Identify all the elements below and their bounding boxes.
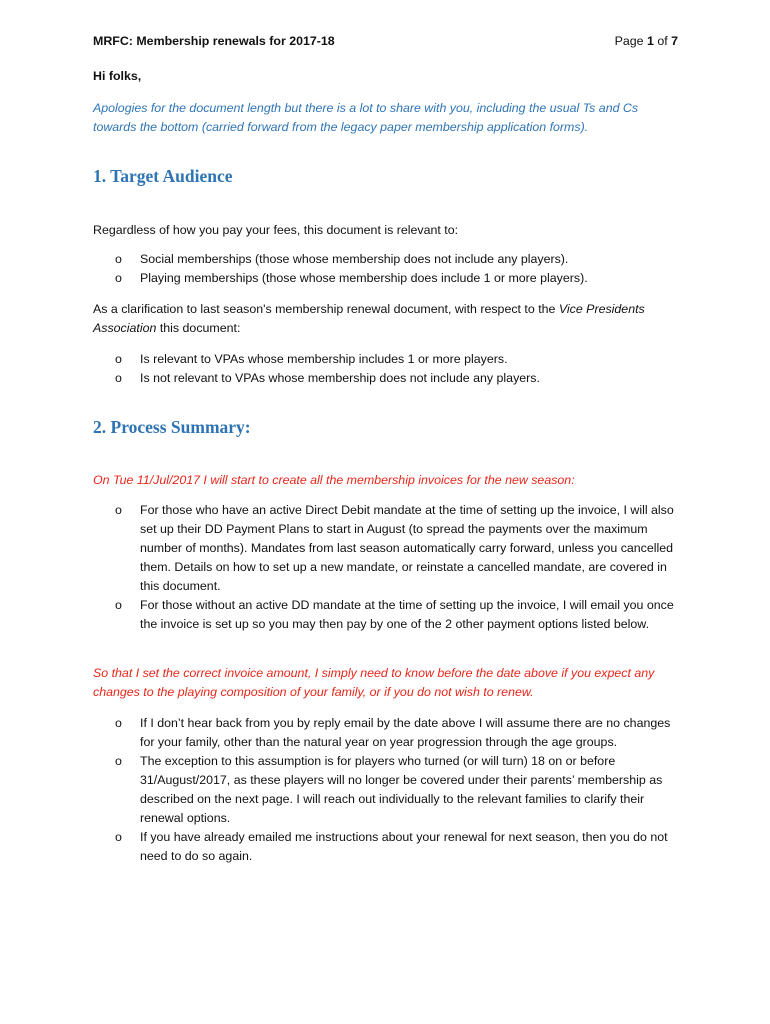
list-item (93, 714, 678, 752)
list-item (93, 269, 678, 288)
list-item-text: The exception to this assumption is for players who turned (or will turn) 18 on or before 31/August/2017, as these players will no longer be covered under their parents’ membership as described on the next page. I will reach out individually to the relevant families to clarify their renewal options. (140, 754, 663, 825)
bullet-mark: o (115, 503, 122, 517)
bullet-mark: o (115, 371, 122, 385)
list-item-text: Is relevant to VPAs whose membership includes 1 or more players. (140, 352, 508, 366)
section1-list (93, 250, 678, 288)
section2-list (93, 501, 678, 634)
list-item (93, 350, 678, 369)
list-item-text: For those without an active DD mandate at the time of setting up the invoice, I will email you once the invoice is set up so you may then pay by one of the 2 other payment options listed below. (140, 598, 674, 631)
process-date-intro: On Tue 11/Jul/2017 I will start to create all the membership invoices for the new season: (93, 473, 575, 487)
page-header (93, 34, 678, 52)
bullet-mark: o (115, 716, 122, 730)
list-item (93, 752, 678, 828)
section-heading-process-summary: 2. Process Summary: (93, 417, 251, 437)
bullet-mark: o (115, 754, 122, 768)
list-item-text: If you have already emailed me instructions about your renewal for next season, then you do not need to do so again. (140, 830, 668, 863)
page-of: of (653, 34, 672, 48)
list-item (93, 596, 678, 634)
bullet-mark: o (115, 598, 122, 612)
vpa-emphasis: Vice Presidents Association (93, 302, 645, 335)
vpa-paragraph (93, 300, 678, 338)
greeting: Hi folks, (93, 69, 142, 83)
bullet-mark: o (115, 271, 122, 285)
list-item-text: Is not relevant to VPAs whose membership does not include any players. (140, 371, 540, 385)
section1-lead: Regardless of how you pay your fees, this document is relevant to: (93, 223, 459, 237)
vpa-text-after: this document: (156, 321, 241, 335)
list-item-text: Playing memberships (those whose membership does include 1 or more players). (140, 271, 588, 285)
section-heading-target-audience: 1. Target Audience (93, 166, 233, 186)
list-item-text: For those who have an active Direct Debit mandate at the time of setting up the invoice, I will also set up their DD Payment Plans to start in August (to spread the payments over the maximum number of months). Mandates from last season automatically carry forward, unless you cancelled them. Details on how to set up a new mandate, or reinstate a cancelled mandate, are covered in this document. (140, 503, 674, 593)
bullet-mark: o (115, 252, 122, 266)
page-total: 7 (671, 34, 678, 48)
list-item (93, 828, 678, 866)
page-prefix: Page (614, 34, 647, 48)
list-item (93, 501, 678, 596)
list-item-text: Social memberships (those whose membership does not include any players). (140, 252, 569, 266)
page-number (615, 34, 678, 48)
vpa-list (93, 350, 678, 388)
section2-assumptions-list (93, 714, 678, 866)
page-current: 1 (646, 34, 654, 48)
intro-paragraph: Apologies for the document length but there is a lot to share with you, including the usual Ts and Cs towards the bottom (carried forward from the legacy paper membership application forms). (93, 101, 639, 134)
vpa-text-before: As a clarification to last season's membership renewal document, with respect to the (93, 302, 559, 316)
bullet-mark: o (115, 352, 122, 366)
list-item (93, 250, 678, 269)
header-title: MRFC: Membership renewals for 2017-18 (93, 34, 335, 48)
invoice-amount-note: So that I set the correct invoice amount, I simply need to know before the date above if you expect any changes to the playing composition of your family, or if you do not wish to renew. (93, 666, 655, 699)
list-item-text: If I don’t hear back from you by reply email by the date above I will assume there are no changes for your family, other than the natural year on year progression through the age groups. (140, 716, 671, 749)
list-item (93, 369, 678, 388)
bullet-mark: o (115, 830, 122, 844)
